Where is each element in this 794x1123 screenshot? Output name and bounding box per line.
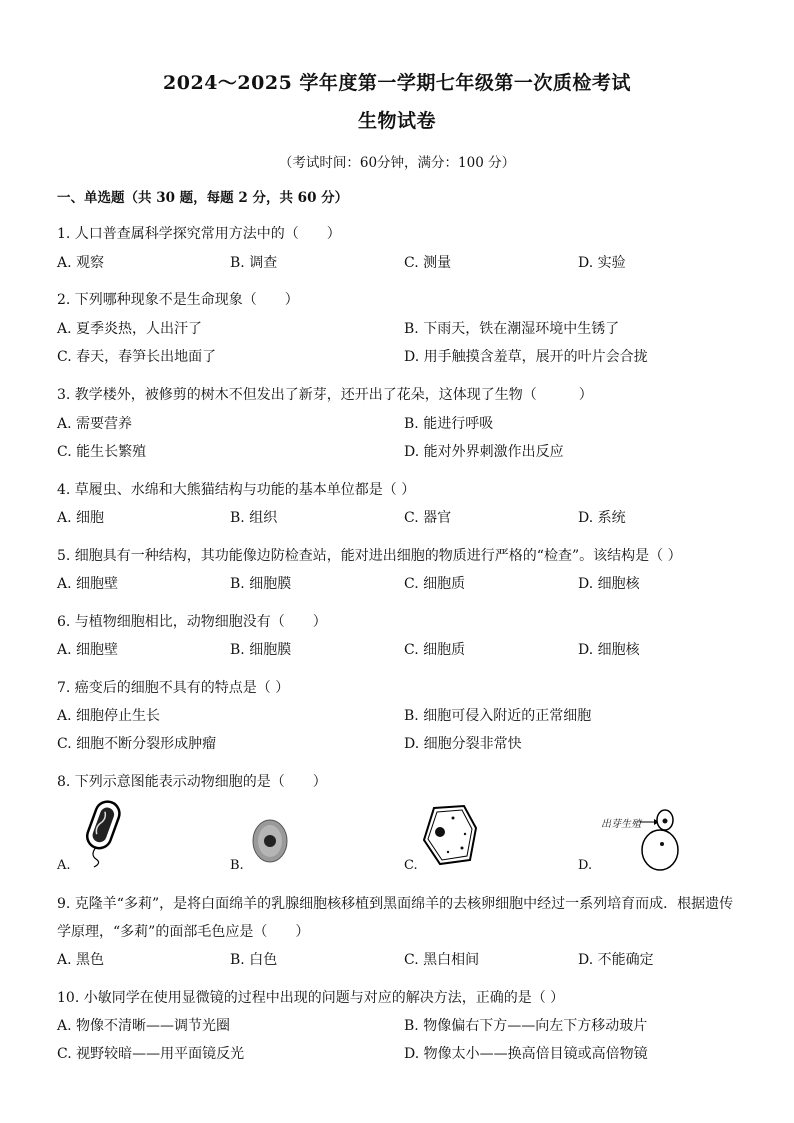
option-a: A. 细胞 xyxy=(57,510,105,526)
option-a: A. 需要营养 xyxy=(57,416,133,432)
question-stem: 10. 小敏同学在使用显微镜的过程中出现的问题与对应的解决方法，正确的是（ ） xyxy=(57,990,565,1006)
option-d: D. xyxy=(578,858,593,873)
question-stem: 6. 与植物细胞相比，动物细胞没有（ ） xyxy=(57,614,327,630)
question-stem: 3. 教学楼外，被修剪的树木不但发出了新芽，还开出了花朵，这体现了生物（ ） xyxy=(57,387,593,403)
option-c: C. 视野较暗——用平面镜反光 xyxy=(57,1046,245,1062)
question-stem: 4. 草履虫、水绵和大熊猫结构与功能的基本单位都是（ ） xyxy=(57,482,416,498)
option-c: C. 春天，春笋长出地面了 xyxy=(57,349,217,365)
plant-cell-diagram xyxy=(420,804,480,866)
question-stem-continued: 学原理，“多莉”的面部毛色应是（ ） xyxy=(57,924,310,940)
option-b: B. 细胞可侵入附近的正常细胞 xyxy=(404,708,592,724)
option-b: B. 白色 xyxy=(230,952,278,968)
option-d: D. 细胞核 xyxy=(578,642,640,658)
subject-title: 生物试卷 xyxy=(357,110,436,132)
option-a: A. 黑色 xyxy=(57,952,105,968)
exam-info: （考试时间：60分钟，满分：100 分） xyxy=(278,155,516,171)
round-cell-diagram xyxy=(250,818,290,864)
option-c: C. xyxy=(404,858,418,873)
option-d: D. 不能确定 xyxy=(578,952,654,968)
option-b: B. 细胞膜 xyxy=(230,576,292,592)
question-stem: 7. 癌变后的细胞不具有的特点是（ ） xyxy=(57,680,290,696)
bacterium-cell-diagram xyxy=(74,798,134,868)
option-b: B. 物像偏右下方——向左下方移动玻片 xyxy=(404,1018,648,1034)
option-b: B. 调查 xyxy=(230,255,278,271)
option-a: A. 细胞壁 xyxy=(57,576,119,592)
question-stem: 9. 克隆羊“多莉”，是将白面绵羊的乳腺细胞核移植到黑面绵羊的去核卵细胞中经过一系列培育而成．根据遗传 xyxy=(57,896,734,912)
option-b: B. 下雨天，铁在潮湿环境中生锈了 xyxy=(404,321,620,337)
yeast-cell-diagram xyxy=(640,806,680,872)
option-a: A. xyxy=(57,858,71,873)
question-stem: 1. 人口普查属科学探究常用方法中的（ ） xyxy=(57,226,341,242)
option-a: A. 物像不清晰——调节光圈 xyxy=(57,1018,231,1034)
budding-label: 出芽生殖 xyxy=(601,819,641,830)
option-d: D. 细胞核 xyxy=(578,576,640,592)
option-c: C. 细胞质 xyxy=(404,642,466,658)
option-b: B. xyxy=(230,858,244,873)
section-title: 一、单选题（共 30 题，每题 2 分，共 60 分） xyxy=(57,190,349,206)
option-c: C. 器官 xyxy=(404,510,452,526)
question-stem: 8. 下列示意图能表示动物细胞的是（ ） xyxy=(57,774,327,790)
option-b: B. 细胞膜 xyxy=(230,642,292,658)
option-c: C. 测量 xyxy=(404,255,452,271)
option-a: A. 夏季炎热，人出汗了 xyxy=(57,321,203,337)
option-d: D. 细胞分裂非常快 xyxy=(404,736,522,752)
question-stem: 5. 细胞具有一种结构，其功能像边防检查站，能对进出细胞的物质进行严格的“检查”。该结构是（ ） xyxy=(57,548,682,564)
option-d: D. 物像太小——换高倍目镜或高倍物镜 xyxy=(404,1046,648,1062)
option-a: A. 细胞壁 xyxy=(57,642,119,658)
option-d: D. 实验 xyxy=(578,255,626,271)
option-a: A. 观察 xyxy=(57,255,105,271)
option-c: C. 能生长繁殖 xyxy=(57,444,147,460)
option-b: B. 能进行呼吸 xyxy=(404,416,494,432)
option-b: B. 组织 xyxy=(230,510,278,526)
option-d: D. 用手触摸含羞草，展开的叶片会合拢 xyxy=(404,349,648,365)
option-c: C. 黑白相间 xyxy=(404,952,480,968)
question-stem: 2. 下列哪种现象不是生命现象（ ） xyxy=(57,292,299,308)
option-d: D. 系统 xyxy=(578,510,626,526)
option-d: D. 能对外界刺激作出反应 xyxy=(404,444,564,460)
option-c: C. 细胞质 xyxy=(404,576,466,592)
option-c: C. 细胞不断分裂形成肿瘤 xyxy=(57,736,217,752)
exam-title: 2024～2025 学年度第一学期七年级第一次质检考试 xyxy=(163,72,631,94)
option-a: A. 细胞停止生长 xyxy=(57,708,161,724)
